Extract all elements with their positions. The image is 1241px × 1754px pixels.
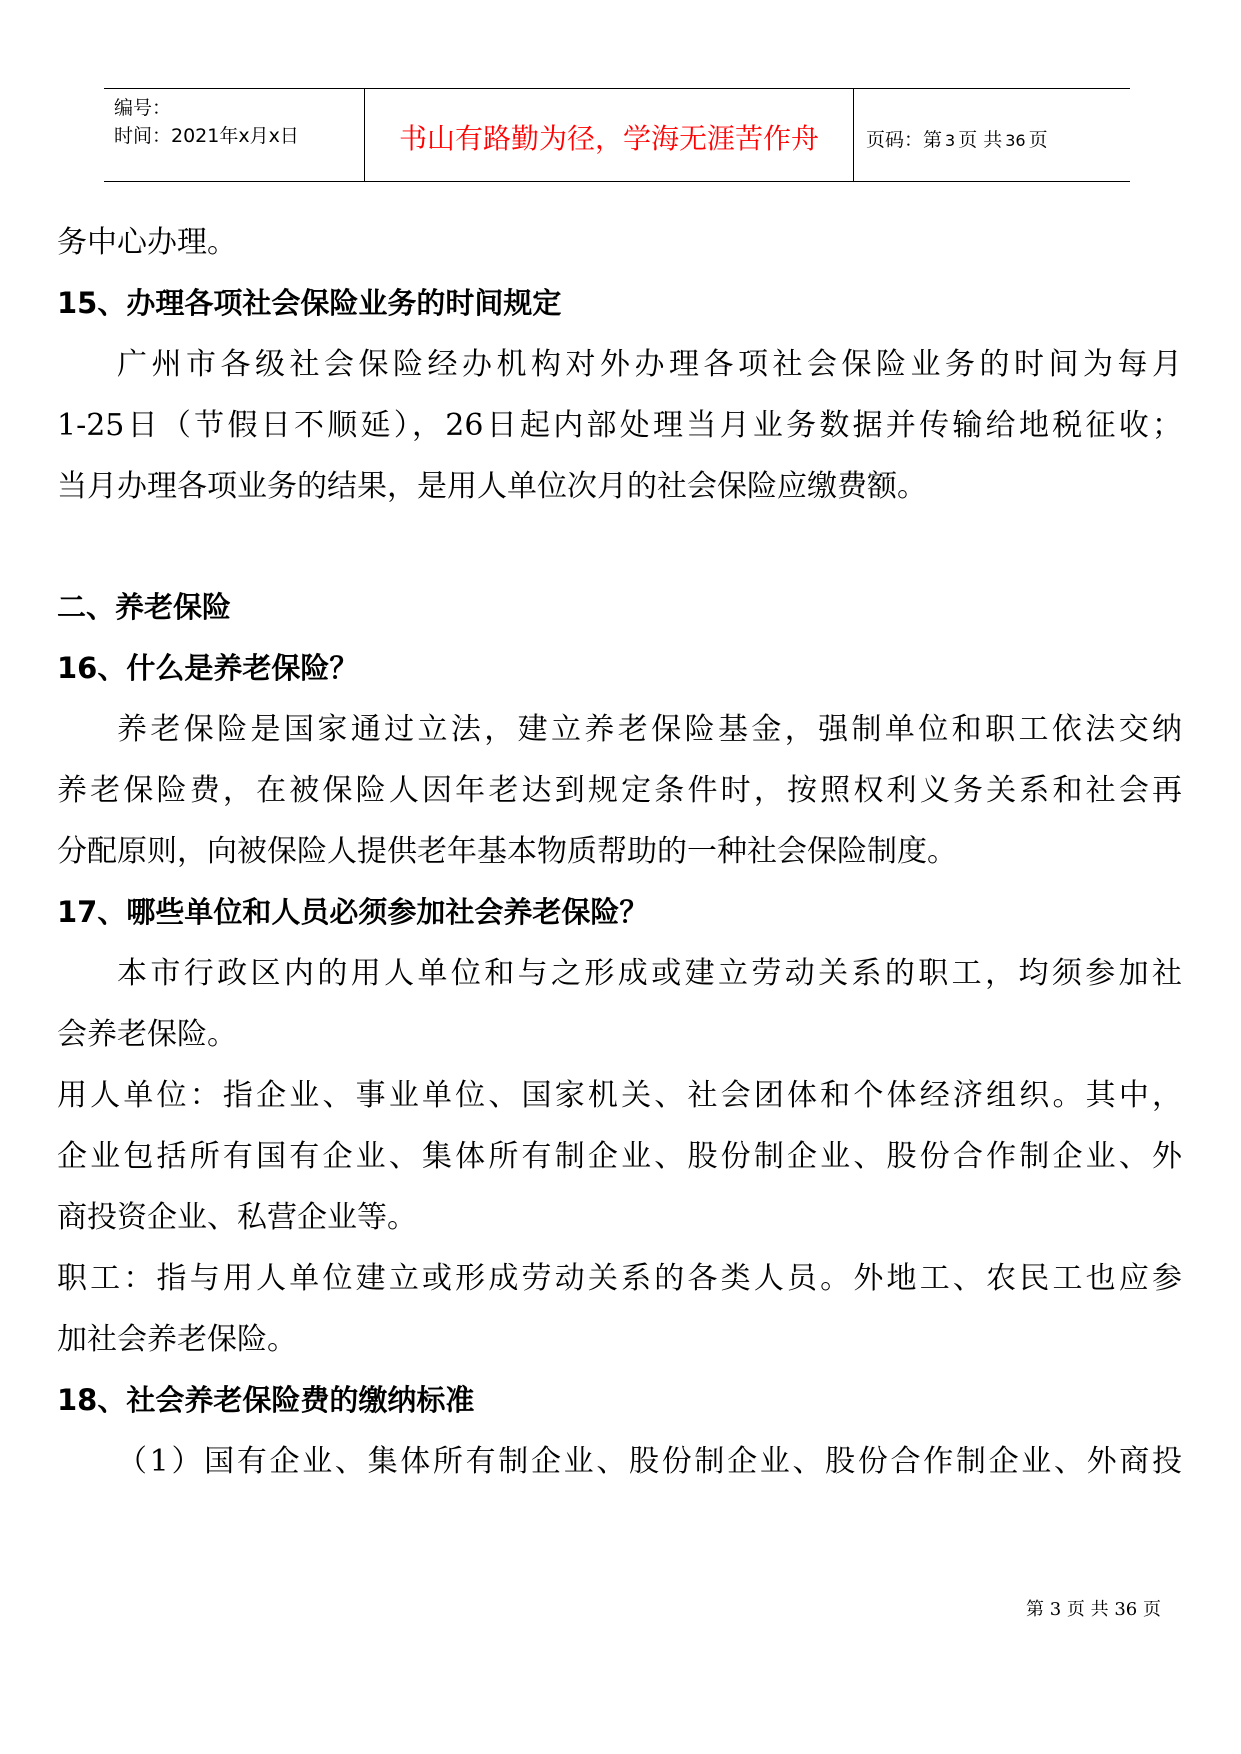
header-meta-cell — [104, 89, 364, 181]
page-total: 36 — [1005, 131, 1026, 150]
paragraph-line: 1-25日（节假日不顺延），26日起内部处理当月业务数据并传输给地税征收； — [57, 408, 1182, 443]
paragraph-line: 广州市各级社会保险经办机构对外办理各项社会保险业务的时间为每月 — [117, 347, 1182, 382]
paragraph-line: 用人单位：指企业、事业单位、国家机关、社会团体和个体经济组织。其中， — [57, 1078, 1182, 1113]
page-footer: 第 3 页 共 36 页 — [1026, 1599, 1161, 1620]
paragraph-line: 务中心办理。 — [57, 225, 237, 260]
header-motto-cell — [364, 89, 854, 181]
page-prefix: 页码：第 — [866, 129, 943, 151]
question-heading-17: 17、哪些单位和人员必须参加社会养老保险？ — [57, 895, 649, 929]
paragraph-line: 职工：指与用人单位建立或形成劳动关系的各类人员。外地工、农民工也应参 — [57, 1261, 1182, 1296]
paragraph-line: 商投资企业、私营企业等。 — [57, 1200, 417, 1235]
paragraph-line: 养老保险费，在被保险人因年老达到规定条件时，按照权利义务关系和社会再 — [57, 773, 1182, 808]
section-heading: 二、养老保险 — [57, 590, 232, 624]
question-heading-18: 18、社会养老保险费的缴纳标准 — [57, 1383, 475, 1417]
paragraph-line: 当月办理各项业务的结果，是用人单位次月的社会保险应缴费额。 — [57, 469, 927, 504]
paragraph-line: （1）国有企业、集体所有制企业、股份制企业、股份合作制企业、外商投 — [117, 1444, 1182, 1479]
page-suffix: 页 — [1028, 129, 1048, 151]
paragraph-line: 企业包括所有国有企业、集体所有制企业、股份制企业、股份合作制企业、外 — [57, 1139, 1182, 1174]
header-page-cell — [854, 89, 1130, 181]
page-header — [104, 88, 1130, 182]
paragraph-line: 分配原则，向被保险人提供老年基本物质帮助的一种社会保险制度。 — [57, 834, 957, 869]
time-label: 时间：2021年x月x日 — [114, 125, 299, 147]
motto: 书山有路勤为径，学海无涯苦作舟 — [398, 122, 819, 155]
paragraph-line: 会养老保险。 — [57, 1017, 237, 1052]
paragraph-line: 养老保险是国家通过立法，建立养老保险基金，强制单位和职工依法交纳 — [117, 712, 1182, 747]
spacer — [57, 517, 1182, 577]
question-heading-16: 16、什么是养老保险？ — [57, 651, 359, 685]
paragraph-line: 本市行政区内的用人单位和与之形成或建立劳动关系的职工，均须参加社 — [117, 956, 1182, 991]
document-body — [57, 212, 1182, 1492]
page-indicator — [866, 125, 1048, 152]
number-label: 编号： — [114, 97, 172, 119]
page-number: 3 — [945, 131, 956, 150]
page-mid: 页 共 — [958, 129, 1003, 151]
paragraph-line: 加社会养老保险。 — [57, 1322, 297, 1357]
question-heading-15: 15、办理各项社会保险业务的时间规定 — [57, 286, 562, 320]
